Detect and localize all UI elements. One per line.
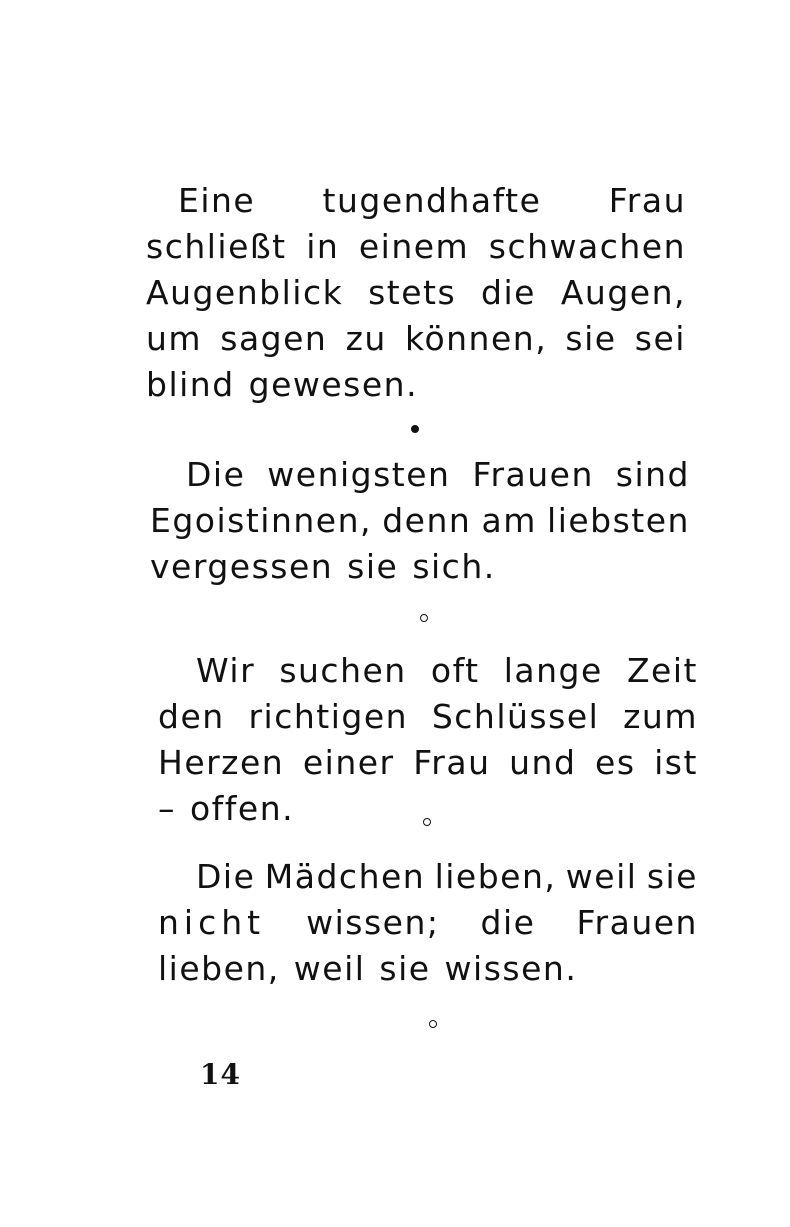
word: sei [634,319,686,358]
paragraph-line [158,740,698,786]
word: Frauen [472,455,594,494]
word: suchen [279,651,407,690]
word: sagen [220,319,328,358]
word: blind gewesen. [146,365,419,404]
aphorism-paragraph-2 [150,452,690,590]
word: lieben, weil sie wissen. [158,949,578,988]
word: nicht [158,903,266,942]
paragraph-line [150,544,690,590]
word: es [595,743,636,782]
word: Die [196,857,256,896]
word: einer [302,743,395,782]
word: lange [503,651,603,690]
paragraph-line [146,362,686,408]
word: den [158,697,225,736]
word: Frau [608,181,686,220]
word: einem [358,227,470,266]
paragraph-line [150,452,690,498]
separator-circle-icon [423,818,431,826]
word: Frau [413,743,491,782]
separator-circle-icon [429,1020,437,1028]
word: stets [368,273,457,312]
word: sie [565,319,617,358]
paragraph-line [146,178,686,224]
word: Egoistinnen, [150,501,372,540]
word: richtigen [248,697,409,736]
paragraph-line [158,946,698,992]
paragraph-line [158,694,698,740]
separator-dot-icon [411,425,419,433]
word: Die [186,455,246,494]
word: zum [623,697,698,736]
word: die [481,273,536,312]
word: am [481,501,537,540]
word: können, [405,319,548,358]
word: vergessen sie sich. [150,547,496,586]
aphorism-paragraph-3 [158,648,698,832]
paragraph-line [150,498,690,544]
word: Eine [178,181,256,220]
word: die [480,903,536,942]
word: Augenblick [146,273,344,312]
aphorism-paragraph-4 [158,854,698,992]
word: Zeit [626,651,698,690]
paragraph-line [158,854,698,900]
paragraph-line [146,224,686,270]
word: in [306,227,340,266]
word: Schlüssel [431,697,600,736]
word: Mädchen [264,857,426,896]
word: – offen. [158,789,295,828]
word: zu [345,319,387,358]
word: liebsten [547,501,690,540]
paragraph-line [158,648,698,694]
word: lieben, [434,857,557,896]
word: denn [382,501,472,540]
word: schließt [146,227,287,266]
word: wenigsten [267,455,451,494]
word: Herzen [158,743,285,782]
word: tugendhafte [322,181,542,220]
word: um [146,319,203,358]
word: Frauen [576,903,698,942]
word: und [509,743,577,782]
word: schwachen [488,227,686,266]
word: wissen; [306,903,440,942]
word: Augen, [560,273,686,312]
word: Wir [196,651,256,690]
paragraph-line [146,270,686,316]
word: sie [646,857,698,896]
word: weil [565,857,638,896]
paragraph-line [158,900,698,946]
word: ist [654,743,698,782]
page-number: 14 [200,1058,241,1091]
separator-circle-icon [420,614,428,622]
aphorism-paragraph-1 [146,178,686,408]
word: oft [430,651,480,690]
word: sind [615,455,690,494]
paragraph-line [146,316,686,362]
